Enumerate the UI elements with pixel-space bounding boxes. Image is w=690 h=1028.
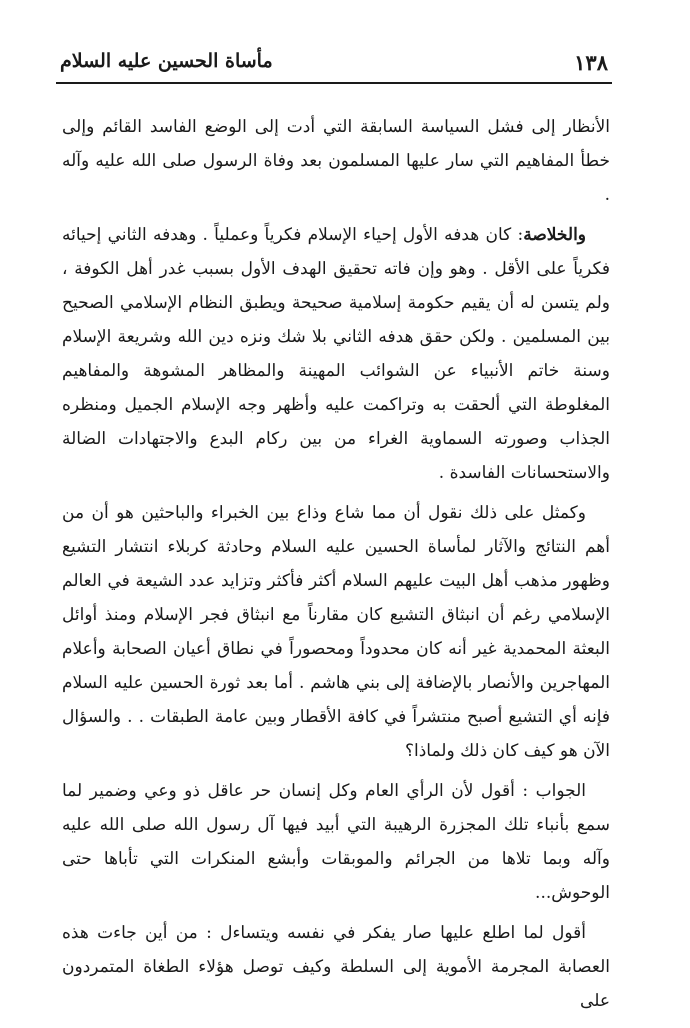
paragraph-text: وكمثل على ذلك نقول أن مما شاع وذاع بين الخبراء والباحثين هو أن من أهم النتائج والآثار لمأساة الحسين عليه السلام وحادثة كربلاء انتشار التشيع وظهور مذهب أهل البيت عليهم السلام أكثر فأكثر وتزايد عدد الشيعة في العالم الإسلامي رغم أن انبثاق التشيع كان مقارناً مع انبثاق فجر الإسلام ومنذ أوائل البعثة المحمدية غير أنه كان محدوداً ومحصوراً في نطاق أعيان الصحابة وأعلام المهاجرين والأنصار بالإضافة إلى بني هاشم . أما بعد ثورة الحسين عليه السلام فإنه أي التشيع أصبح منتشراً في كافة الأقطار وبين عامة الطبقات . . والسؤال الآن هو كيف كان ذلك ولماذا؟ [62,503,610,761]
paragraph-2 [62,218,610,490]
paragraph-text: الجواب : أقول لأن الرأي العام وكل إنسان حر عاقل ذو وعي وضمير لما سمع بأنباء تلك المجزرة الرهيبة التي أبيد فيها آل رسول الله صلى الله عليه وآله وبما تلاها من الجرائم والموبقات وأبشع المنكرات التي تأباها حتى الوحوش... [62,781,610,903]
body-text [62,110,610,1024]
paragraph-text: الأنظار إلى فشل السياسة السابقة التي أدت إلى الوضع الفاسد القائم وإلى خطأ المفاهيم التي سار عليها المسلمون بعد وفاة الرسول صلى الله عليه وآله . [62,117,610,205]
paragraph-3 [62,496,610,768]
paragraph-lead-summary: والخلاصة [523,225,586,245]
page-number: ١٣٨ [574,50,608,75]
paragraph-text: : كان هدفه الأول إحياء الإسلام فكرياً وعملياً . وهدفه الثاني إحيائه فكرياً على الأقل . وهو وإن فاته تحقيق الهدف الأول بسبب غدر أهل الكوفة ، ولم يتسن له أن يقيم حكومة إسلامية صحيحة ويطبق النظام الإسلامي الصحيح بين المسلمين . ولكن حقق هدفه الثاني بلا شك ونزه دين الله وشريعة الإسلام وسنة خاتم الأنبياء عن الشوائب المهينة والمظاهر المشوهة والمفاهيم المغلوطة التي ألحقت به وتراكمت عليه وأظهر وجه الإسلام الجميل ومنظره الجذاب وصورته السماوية الغراء من بين ركام البدع والاجتهادات الضالة والاستحسانات الفاسدة . [62,225,610,483]
paragraph-text: أقول لما اطلع عليها صار يفكر في نفسه ويتساءل : من أين جاءت هذه العصابة المجرمة الأموية إلى السلطة وكيف توصل هؤلاء الطغاة المتمردون على [62,923,610,1011]
paragraph-1 [62,110,610,212]
running-title: مأساة الحسين عليه السلام [60,50,273,72]
paragraph-5 [62,916,610,1018]
paragraph-4 [62,774,610,910]
page-header [56,44,612,84]
